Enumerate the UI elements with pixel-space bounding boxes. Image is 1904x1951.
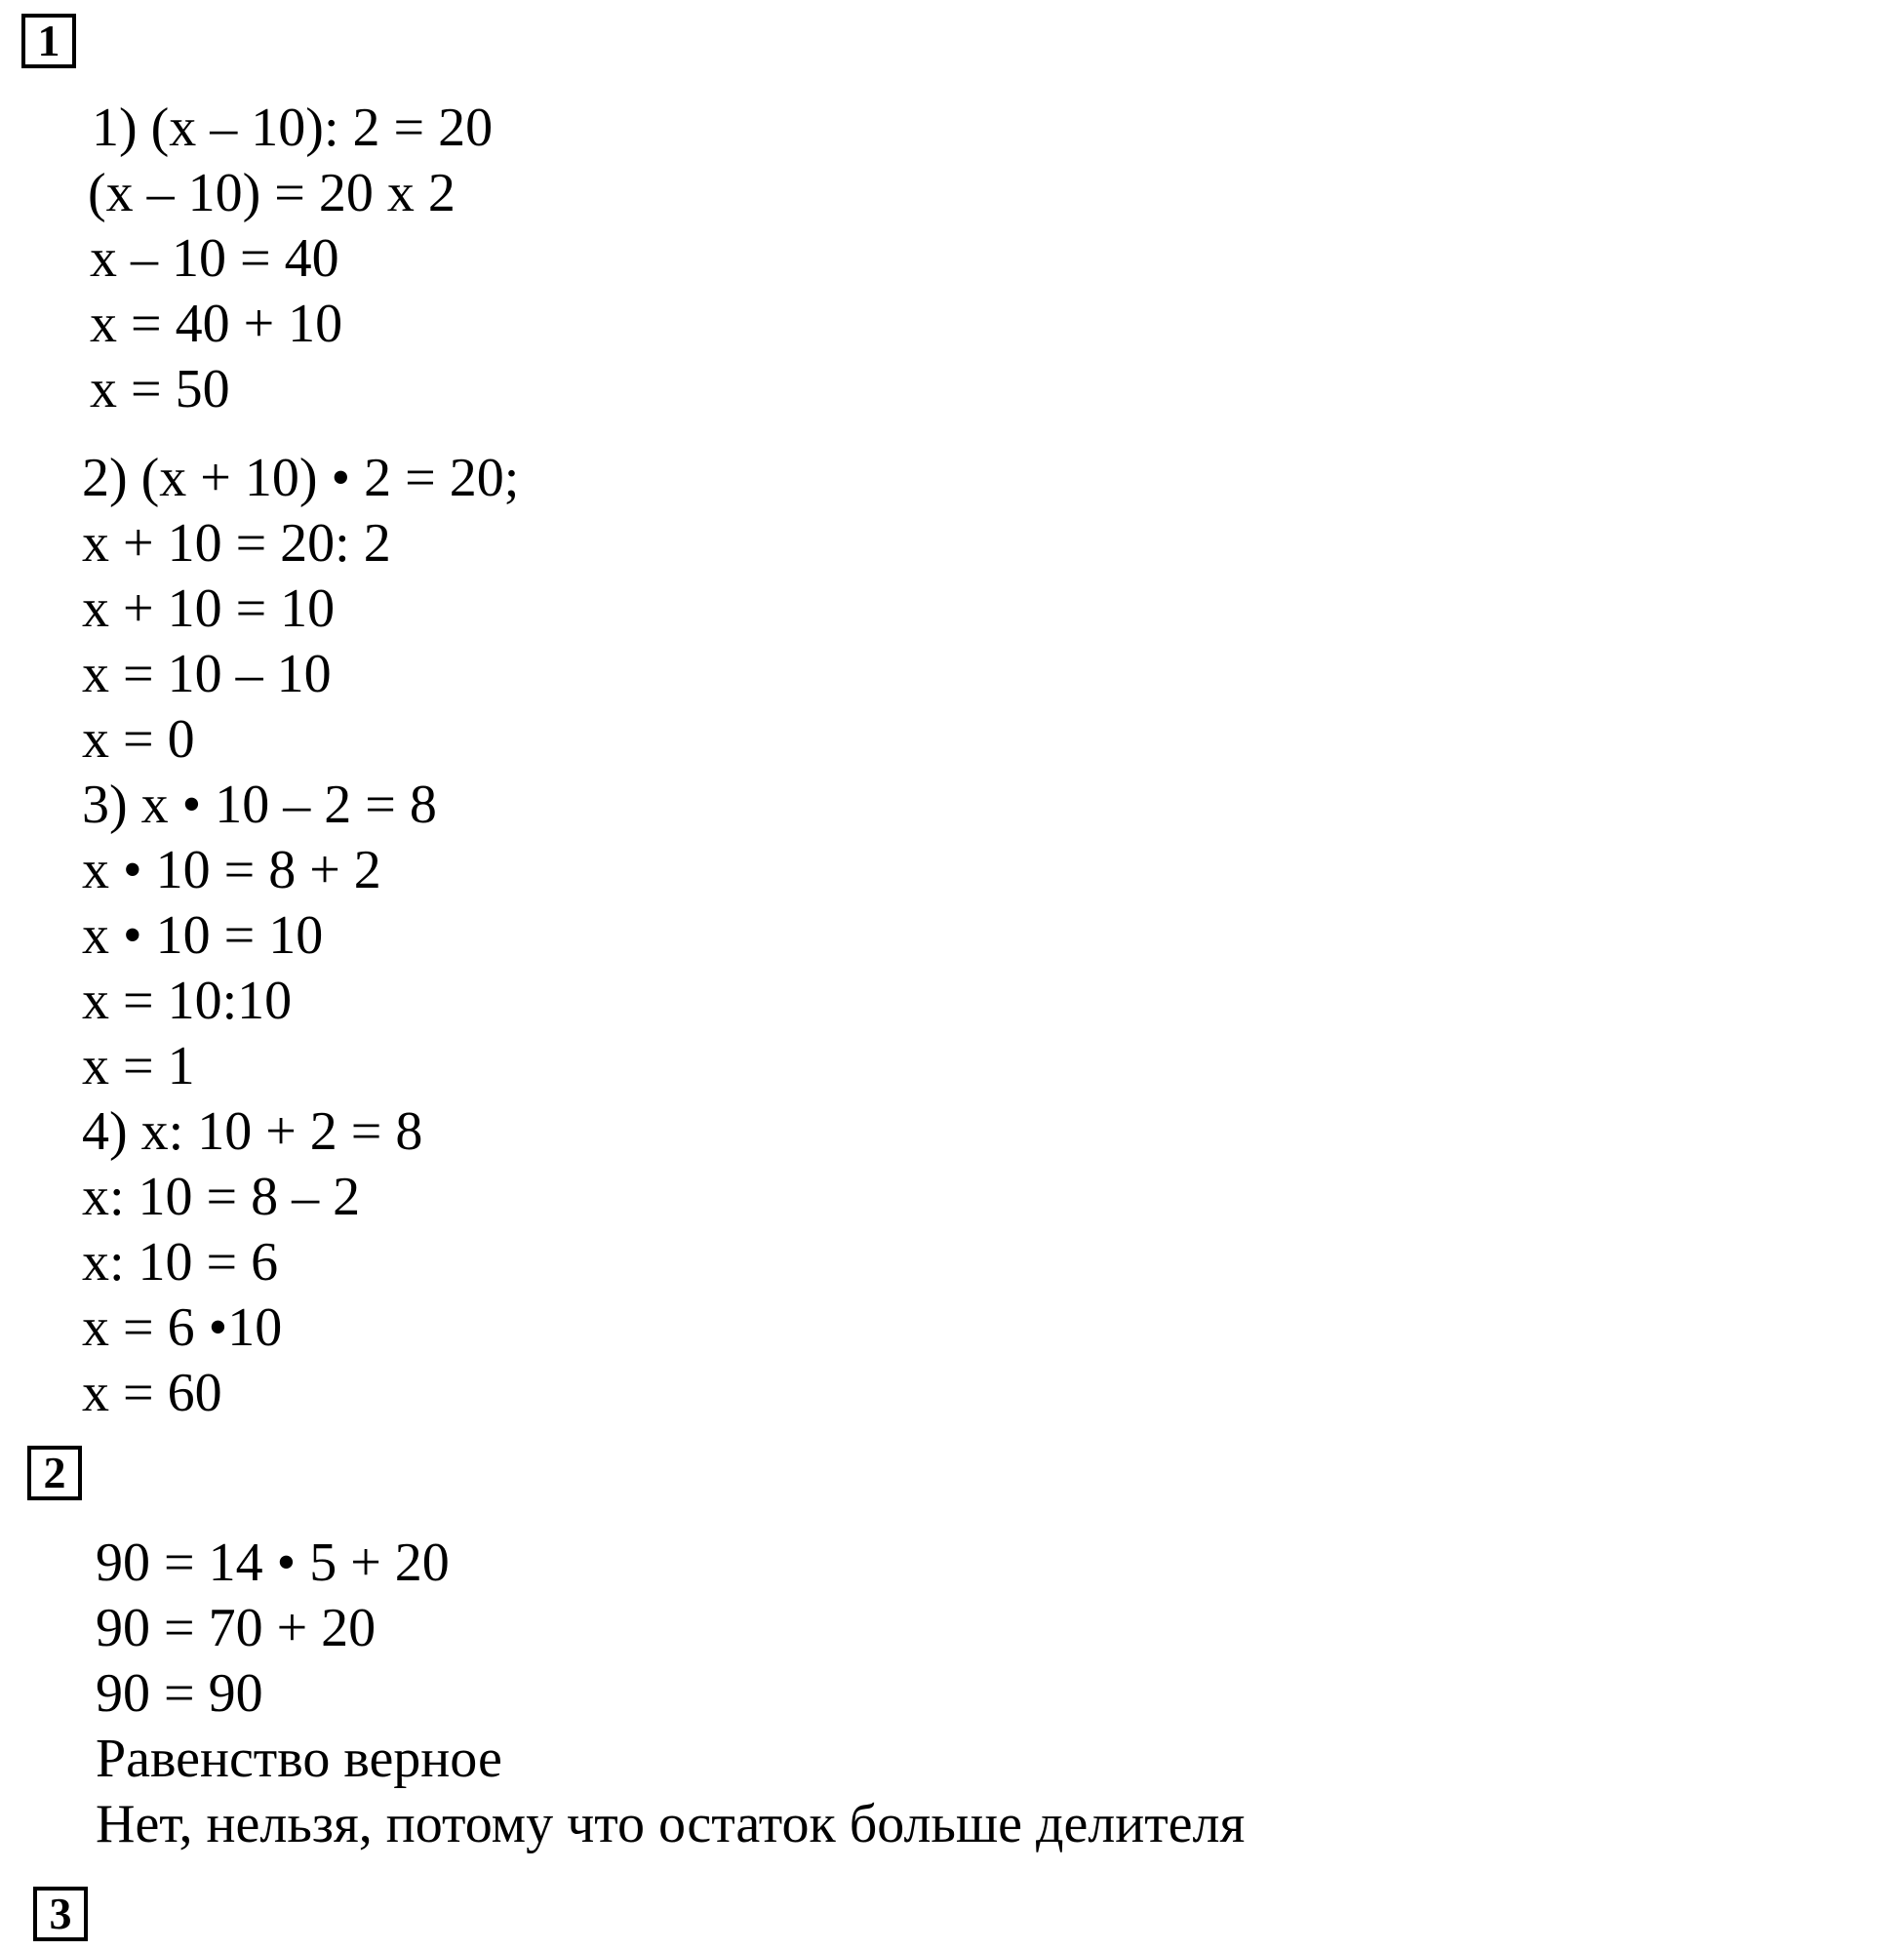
math-line: (x – 10) = 20 x 2 [88, 163, 456, 223]
math-line: x = 60 [82, 1363, 222, 1423]
task-number-2: 2 [43, 1448, 66, 1497]
math-line: x = 40 + 10 [90, 294, 343, 354]
math-line: x = 1 [82, 1036, 195, 1096]
math-line: x = 6 •10 [82, 1297, 283, 1358]
math-line: x = 10:10 [82, 971, 293, 1031]
math-line: x • 10 = 10 [82, 905, 324, 966]
math-line: x = 50 [90, 359, 230, 419]
math-line: x – 10 = 40 [90, 228, 339, 289]
math-line: x + 10 = 20: 2 [82, 513, 391, 574]
math-line: 90 = 70 + 20 [96, 1598, 377, 1658]
task-number-box-2 [27, 1446, 82, 1500]
math-line: 3) x • 10 – 2 = 8 [82, 775, 437, 835]
math-line: 90 = 90 [96, 1663, 263, 1724]
math-line: x = 0 [82, 709, 195, 770]
task-number-1: 1 [37, 16, 60, 65]
math-line: 4) x: 10 + 2 = 8 [82, 1101, 423, 1162]
math-line: 90 = 14 • 5 + 20 [96, 1533, 450, 1593]
math-line: x: 10 = 8 – 2 [82, 1167, 361, 1227]
math-line: x = 10 – 10 [82, 644, 332, 704]
math-line: x + 10 = 10 [82, 578, 336, 639]
task-number-box-1 [21, 14, 76, 68]
task-1-equations-2-4 [82, 446, 519, 1426]
text-line: Равенство верное [96, 1729, 502, 1789]
math-line: 1) (x – 10): 2 = 20 [92, 98, 494, 158]
math-line: x • 10 = 8 + 2 [82, 840, 381, 900]
task-number-3: 3 [49, 1889, 72, 1938]
text-line: Нет, нельзя, потому что остаток больше делителя [96, 1794, 1246, 1854]
math-line: 2) (x + 10) • 2 = 20; [82, 448, 520, 508]
task-1-equation-1 [88, 96, 494, 422]
task-number-box-3 [33, 1887, 88, 1941]
math-line: x: 10 = 6 [82, 1232, 279, 1293]
task-2-solution [96, 1531, 1245, 1857]
